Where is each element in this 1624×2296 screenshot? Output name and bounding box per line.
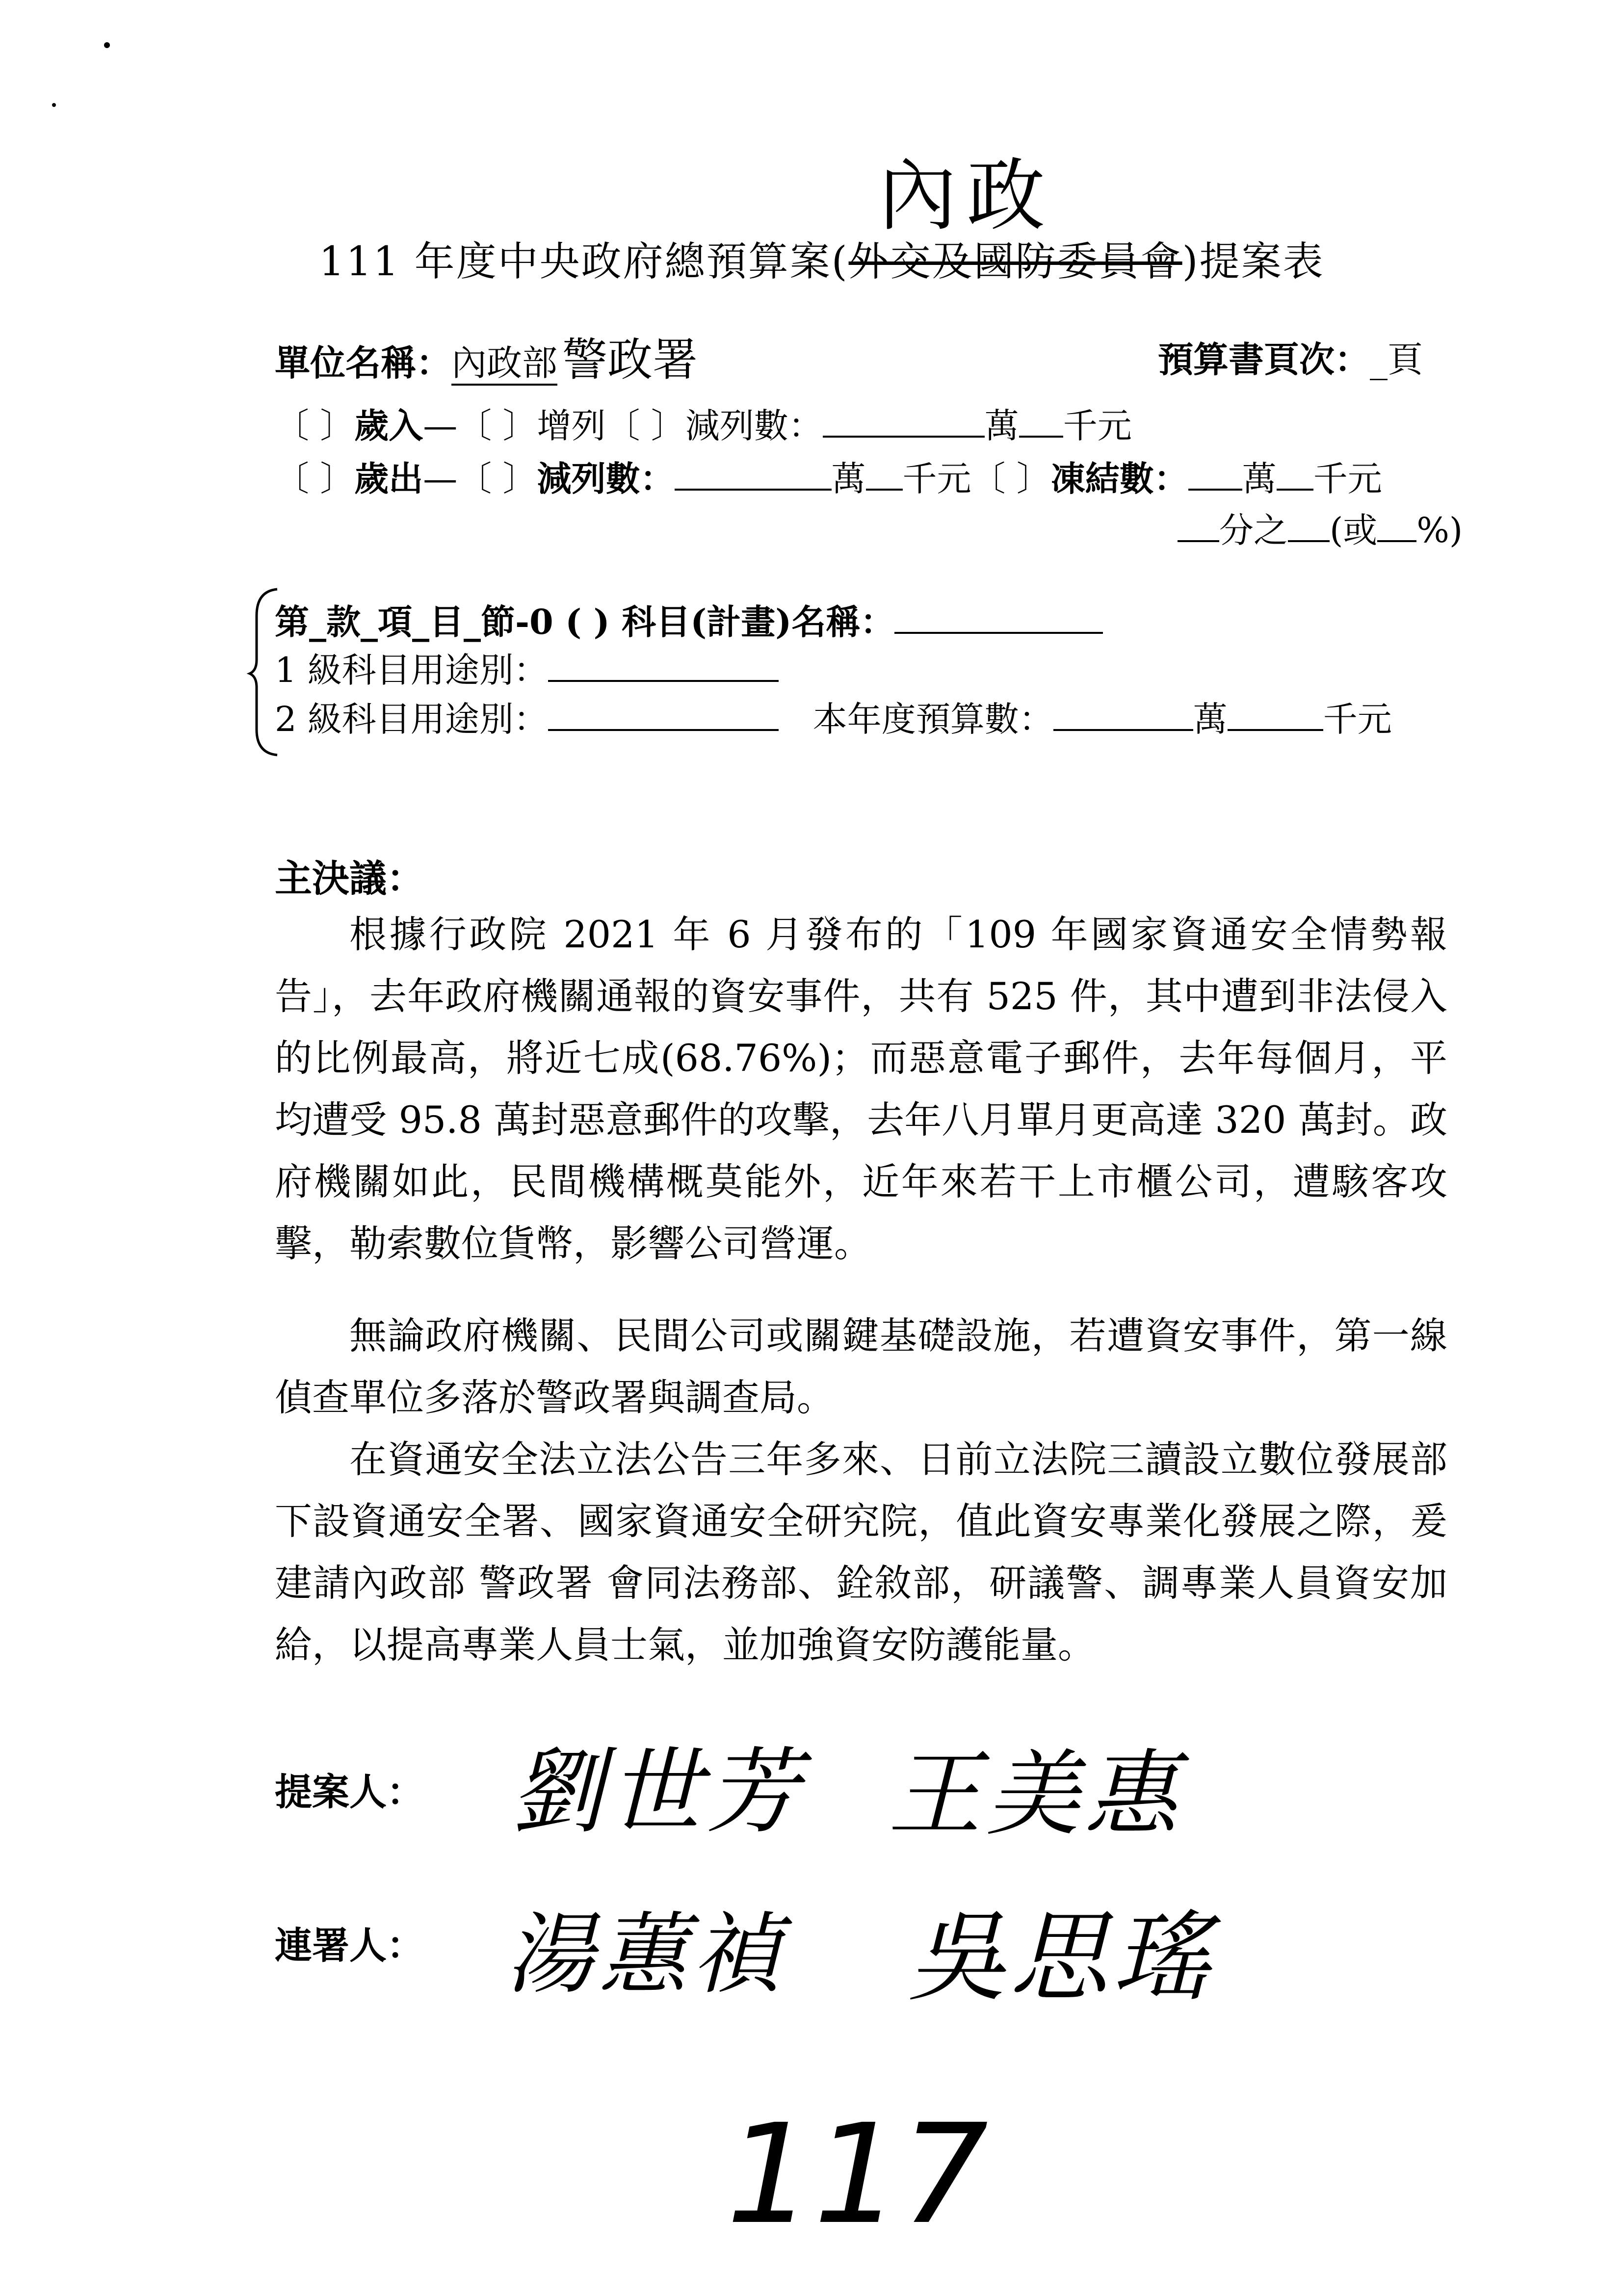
expense-bracket: 〔 〕 xyxy=(275,459,355,499)
level2-label: 2 級科目用途別： xyxy=(275,699,548,739)
expense-qian-blank xyxy=(866,463,903,491)
handwritten-committee-annotation: 內政 xyxy=(878,150,1055,241)
budget-page-unit: 頁 xyxy=(1388,339,1423,380)
proposer-signature-1: 劉世芳 xyxy=(510,1738,805,1846)
freeze-wan: 萬 xyxy=(1242,459,1277,499)
cosigner-signature-1: 湯蕙禎 xyxy=(505,1904,786,2006)
expense-wan: 萬 xyxy=(831,459,866,499)
expense-qian: 千元 xyxy=(902,459,971,499)
annual-budget-wan: 萬 xyxy=(1193,699,1228,739)
proposer-label: 提案人： xyxy=(275,1770,424,1814)
resolution-paragraph-2: 無論政府機關、民間公司或關鍵基礎設施，若遭資安事件，第一線偵查單位多落於警政署與調查局。 xyxy=(275,1314,1447,1419)
revenue-amount-blank xyxy=(823,410,985,438)
cosigner-label: 連署人： xyxy=(275,1924,424,1967)
resolution-paragraph-3: 在資通安全法立法公告三年多來、日前立法院三讀設立數位發展部下設資通安全署、國家資通安全研究院，值此資安專業化發展之際，爰建請內政部 警政署 會同法務部、銓敘部，研議警、調專業人員資安加給，以提高專業人員士氣，並加強資安防護能量。 xyxy=(275,1437,1447,1667)
freeze-qian-blank xyxy=(1277,463,1313,491)
annual-budget-qian: 千元 xyxy=(1323,699,1392,739)
annual-budget-qian-blank xyxy=(1228,704,1323,731)
fraction-blank-1 xyxy=(1178,515,1219,542)
level1-blank xyxy=(548,654,779,682)
annual-budget-blank xyxy=(1053,704,1193,731)
revenue-wan: 萬 xyxy=(984,406,1019,446)
expense-freeze: 凍結數： xyxy=(1050,458,1188,499)
fraction-row xyxy=(1178,503,1463,552)
expense-amount-blank xyxy=(675,463,832,491)
revenue-qian: 千元 xyxy=(1063,406,1132,446)
freeze-amount-blank xyxy=(1188,463,1242,491)
budget-page-label: 預算書頁次： xyxy=(1158,339,1370,380)
cosigner-signature-2: 吳思瑤 xyxy=(908,1901,1214,2015)
revenue-row xyxy=(275,398,1132,448)
fraction-blank-3 xyxy=(1377,515,1416,542)
revenue-dash: — xyxy=(423,406,458,446)
revenue-bracket-2: 〔 〕 xyxy=(457,406,537,446)
item-subject-blank xyxy=(894,606,1103,634)
revenue-qian-blank xyxy=(1019,410,1063,438)
revenue-bracket-3: 〔 〕 xyxy=(605,406,685,446)
level1-label: 1 級科目用途別： xyxy=(275,650,548,690)
expense-bracket-3: 〔 〕 xyxy=(971,459,1051,499)
unit-name-label: 單位名稱： xyxy=(275,342,452,384)
annual-budget-label: 本年度預算數： xyxy=(812,699,1053,739)
item-subject-label: 第_款_項_目_節-0 ( ) 科目(計畫)名稱： xyxy=(275,601,895,642)
resolution-heading: 主決議： xyxy=(275,857,424,900)
fraction-fenzhi: 分之 xyxy=(1219,510,1288,550)
unit-name-handwritten: 警政署 xyxy=(562,334,698,386)
resolution-paragraph-1: 根據行政院 2021 年 6 月發布的「109 年國家資通安全情勢報告」，去年政府機關通報的資安事件，共有 525 件，其中遭到非法侵入的比例最高，將近七成(68.76%)；而惡意電子郵件，去年每個月，平均遭受 95.8 萬封惡意郵件的攻擊，去年八月單月更高達 320 萬封。政府機關如此，民間機構概莫能外，近年來若干上市櫃公司，遭駭客攻擊，勒索數位貨幣，影響公司營運。 xyxy=(275,913,1447,1265)
level2-blank xyxy=(548,704,779,731)
title-suffix: )提案表 xyxy=(1182,238,1325,285)
fraction-or: (或 xyxy=(1330,510,1378,550)
unit-name-row xyxy=(275,324,698,389)
scan-speck xyxy=(52,103,56,107)
expense-bracket-2: 〔 〕 xyxy=(457,459,537,499)
expense-row xyxy=(275,451,1382,501)
revenue-decrease: 減列數： xyxy=(685,406,823,446)
fraction-pct: %) xyxy=(1416,510,1463,550)
revenue-increase: 增列 xyxy=(537,406,606,446)
item-line-3 xyxy=(275,692,1392,741)
proposer-signature-2: 王美惠 xyxy=(888,1740,1183,1849)
title-struck-committee: 外交及國防委員會 xyxy=(848,238,1182,285)
item-line-2 xyxy=(275,643,779,692)
unit-name-value: 內政部 xyxy=(451,342,557,386)
scan-speck xyxy=(104,42,110,48)
form-title xyxy=(319,230,1325,287)
item-line-1 xyxy=(275,595,1103,644)
expense-label: 歲出 xyxy=(354,458,423,499)
budget-page-blank: _ xyxy=(1370,339,1388,380)
page-number: 117 xyxy=(726,2095,989,2255)
revenue-label: 歲入 xyxy=(354,405,423,446)
expense-dash: — xyxy=(423,459,458,499)
fraction-blank-2 xyxy=(1288,515,1330,542)
budget-page-row xyxy=(1158,331,1423,382)
freeze-qian: 千元 xyxy=(1313,459,1382,499)
revenue-bracket: 〔 〕 xyxy=(275,406,355,446)
expense-decrease: 減列數： xyxy=(537,458,675,499)
title-prefix: 111 年度中央政府總預算案( xyxy=(319,238,849,285)
